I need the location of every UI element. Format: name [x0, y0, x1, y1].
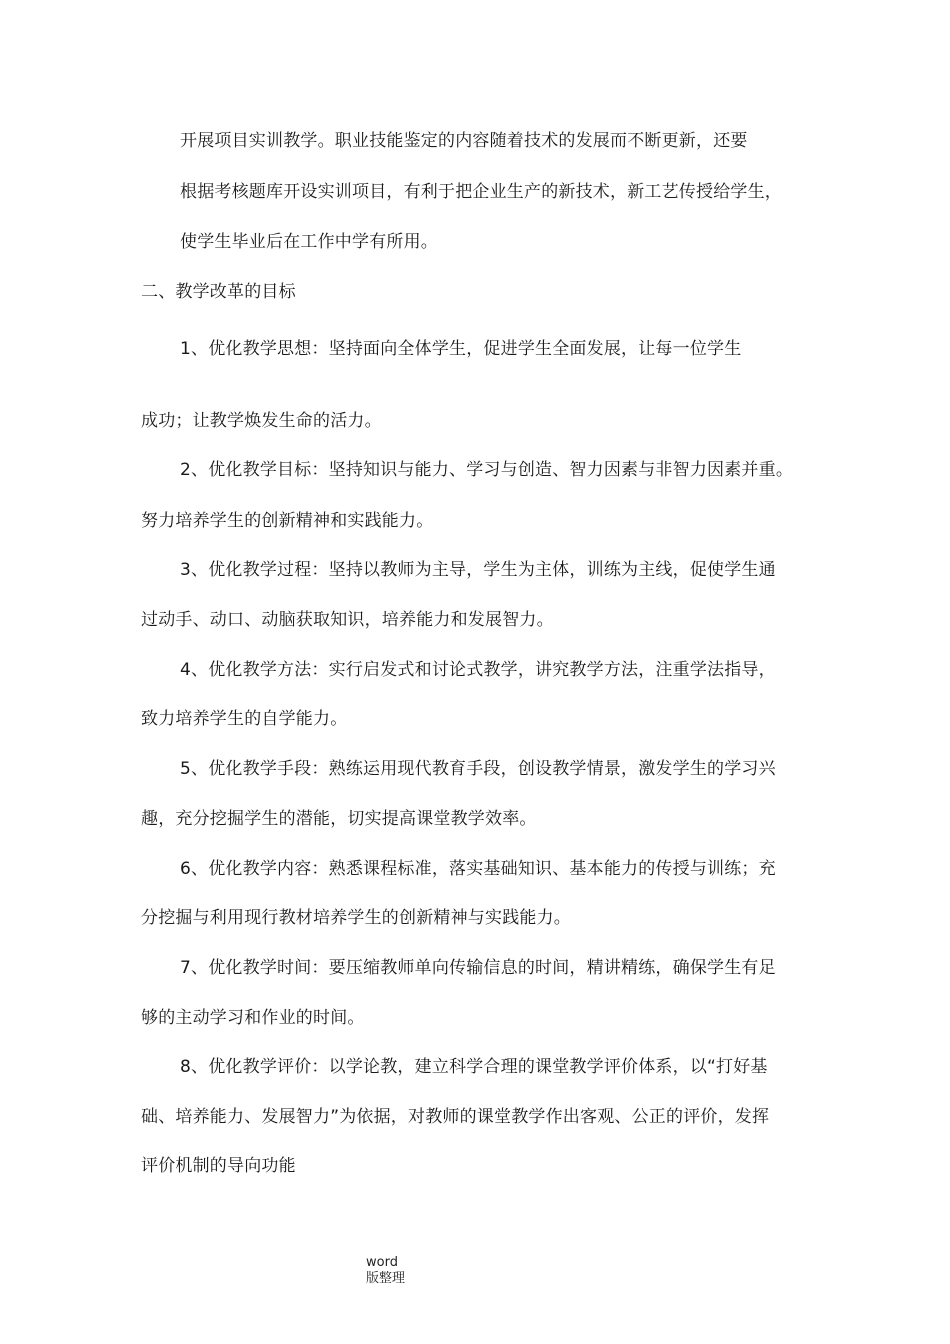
footer-subtitle: 版整理: [366, 1271, 406, 1286]
item-5-first-line: 5、优化教学手段：熟练运用现代教育手段，创设教学情景，激发学生的学习兴: [180, 759, 776, 779]
item-6-first-line: 6、优化教学内容：熟悉课程标准，落实基础知识、基本能力的传授与训练；充: [180, 859, 776, 879]
item-2-continuation: 努力培养学生的创新精神和实践能力。: [141, 511, 434, 531]
item-3-first-line: 3、优化教学过程：坚持以教师为主导，学生为主体，训练为主线，促使学生通: [180, 560, 776, 580]
item-2-first-line: 2、优化教学目标：坚持知识与能力、学习与创造、智力因素与非智力因素并重。: [180, 460, 794, 480]
item-3-continuation: 过动手、动口、动脑获取知识，培养能力和发展智力。: [141, 610, 554, 630]
item-7-first-line: 7、优化教学时间：要压缩教师单向传输信息的时间，精讲精练，确保学生有足: [180, 958, 776, 978]
intro-line-1: 开展项目实训教学。职业技能鉴定的内容随着技术的发展而不断更新，还要: [180, 131, 748, 151]
item-8-continuation-1: 础、培养能力、发展智力”为依据，对教师的课堂教学作出客观、公正的评价，发挥: [141, 1107, 770, 1127]
item-5-continuation: 趣，充分挖掘学生的潜能，切实提高课堂教学效率。: [141, 809, 537, 829]
item-7-continuation: 够的主动学习和作业的时间。: [141, 1008, 365, 1028]
footer-word: word: [366, 1255, 398, 1270]
section-heading: 二、教学改革的目标: [141, 282, 296, 302]
item-1-continuation: 成功；让教学焕发生命的活力。: [141, 411, 382, 431]
item-4-continuation: 致力培养学生的自学能力。: [141, 709, 348, 729]
item-8-first-line: 8、优化教学评价：以学论教，建立科学合理的课堂教学评价体系，以“打好基: [180, 1057, 768, 1077]
item-1-first-line: 1、优化教学思想：坚持面向全体学生，促进学生全面发展，让每一位学生: [180, 339, 742, 359]
item-6-continuation: 分挖掘与利用现行教材培养学生的创新精神与实践能力。: [141, 908, 571, 928]
intro-line-3: 使学生毕业后在工作中学有所用。: [180, 232, 438, 252]
intro-line-2: 根据考核题库开设实训项目，有利于把企业生产的新技术，新工艺传授给学生，: [180, 182, 782, 202]
item-8-continuation-2: 评价机制的导向功能: [141, 1156, 296, 1176]
item-4-first-line: 4、优化教学方法：实行启发式和讨论式教学，讲究教学方法，注重学法指导，: [180, 660, 776, 680]
